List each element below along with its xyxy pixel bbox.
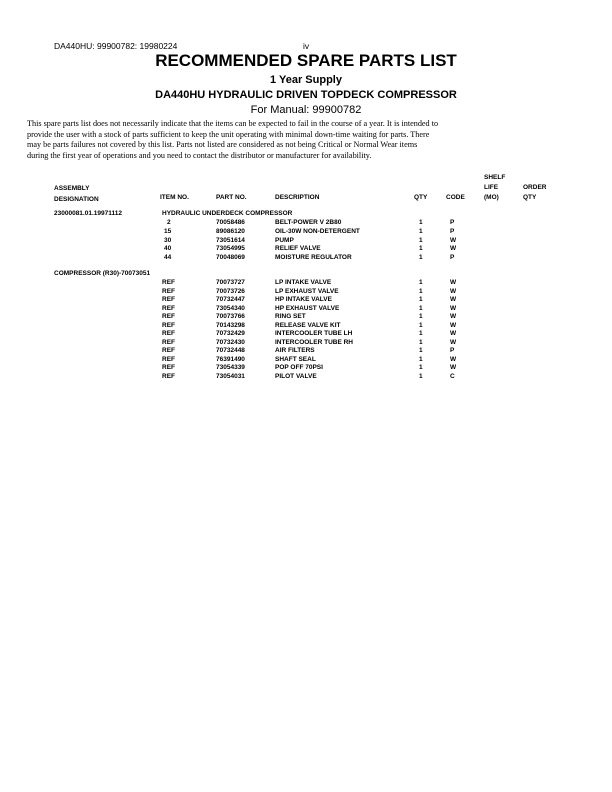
qty: 1 [419,219,423,226]
part-no: 70073726 [216,287,245,295]
description: RELEASE VALVE KIT [275,321,341,329]
code: W [450,304,457,312]
qty: 1 [419,321,423,329]
assembly-designation: 23000081.01.19971112 [54,210,122,217]
qty: 1 [419,338,423,346]
description: RING SET [275,313,306,320]
supply-subtitle: 1 Year Supply [270,74,342,86]
qty: 1 [419,287,423,295]
qty: 1 [419,279,423,286]
code: W [450,296,457,303]
document-id: DA440HU: 99900782: 19980224 [54,41,178,51]
item-no: 2 [167,219,171,226]
code: W [450,355,457,363]
intro-line: during the first year of operations and you need to contact the distributor or manufacturer for availability. [27,150,372,160]
code: W [450,321,457,329]
qty: 1 [419,245,423,252]
item-no: 44 [164,254,172,261]
item-no: REF [162,338,175,346]
qty: 1 [419,372,423,380]
qty: 1 [419,296,423,303]
code: P [450,219,455,226]
code: W [450,279,457,286]
item-no: REF [162,313,175,320]
intro-paragraph [27,119,587,161]
code: P [450,347,455,354]
item-no: REF [162,321,175,329]
code: P [450,254,455,261]
qty: 1 [419,364,423,371]
part-no: 70143298 [216,321,245,329]
item-no: 30 [164,237,172,244]
col-description: DESCRIPTION [275,194,320,201]
manual-reference: For Manual: 99900782 [250,104,362,116]
code: P [450,228,455,235]
qty: 1 [419,313,423,320]
col-assembly-line2: DESIGNATION [54,196,99,203]
code: W [450,313,457,320]
description: MOISTURE REGULATOR [275,254,352,261]
description: POP OFF 70PSI [275,364,323,371]
intro-line: may be parts failures not covered by this list. Parts not listed are considered as not being Critical or Normal Wear items [27,140,418,150]
col-part-no: PART NO. [216,194,247,201]
part-no: 70732430 [216,338,245,346]
code: W [450,287,457,295]
code: W [450,330,457,337]
part-no: 70073766 [216,313,245,320]
table-row [0,373,612,382]
code: W [450,237,457,244]
description: AIR FILTERS [275,347,315,354]
description: HP EXHAUST VALVE [275,304,340,312]
qty: 1 [419,237,423,244]
col-shelf-line1: SHELF [484,174,506,181]
part-no: 70732448 [216,347,245,354]
part-no: 70073727 [216,279,245,286]
part-no: 89086120 [216,228,245,235]
part-no: 70058486 [216,219,245,226]
item-no: 40 [164,245,172,252]
code: W [450,338,457,346]
table-row [0,228,612,237]
qty: 1 [419,254,423,261]
item-no: REF [162,330,175,337]
code: W [450,245,457,252]
part-no: 73051614 [216,237,245,244]
part-no: 70732429 [216,330,245,337]
code: C [450,372,455,380]
col-code: CODE [446,194,465,201]
description: LP INTAKE VALVE [275,279,332,286]
product-subtitle: DA440HU HYDRAULIC DRIVEN TOPDECK COMPRESSOR [155,89,457,101]
intro-line: provide the user with a stock of parts sufficient to keep the unit operating with minimal down-time waiting for parts. There [27,129,430,139]
part-no: 73054031 [216,372,245,380]
item-no: REF [162,372,175,380]
code: W [450,364,457,371]
description: HP INTAKE VALVE [275,296,332,303]
part-no: 73054340 [216,304,245,312]
col-item-no: ITEM NO. [160,194,189,201]
col-shelf-line3: (MO) [484,194,499,201]
description: SHAFT SEAL [275,355,316,363]
part-no: 73054339 [216,364,245,371]
group-title: HYDRAULIC UNDERDECK COMPRESSOR [162,210,293,217]
qty: 1 [419,355,423,363]
item-no: REF [162,347,175,354]
col-assembly-line1: ASSEMBLY [54,185,90,192]
col-order-line2: QTY [523,194,537,201]
item-no: REF [162,355,175,363]
col-order-line1: ORDER [523,184,547,191]
item-no: REF [162,304,175,312]
description: RELIEF VALVE [275,245,321,252]
qty: 1 [419,304,423,312]
description: INTERCOOLER TUBE RH [275,338,353,346]
part-no: 76391490 [216,355,245,363]
part-no: 70732447 [216,296,245,303]
item-no: REF [162,287,175,295]
table-row [0,254,612,263]
description: BELT-POWER V 2B80 [275,219,342,226]
qty: 1 [419,347,423,354]
page-title: RECOMMENDED SPARE PARTS LIST [155,51,457,70]
part-no: 70048069 [216,254,245,261]
description: PILOT VALVE [275,372,317,380]
intro-line: This spare parts list does not necessarily indicate that the items can be expected to fail in the course of a year. It is intended to [27,119,439,128]
qty: 1 [419,330,423,337]
table-row [0,219,612,228]
description: LP EXHAUST VALVE [275,287,339,295]
table-row [0,245,612,254]
part-no: 73054995 [216,245,245,252]
item-no: REF [162,279,175,286]
qty: 1 [419,228,423,235]
page-number: iv [303,41,310,51]
description: INTERCOOLER TUBE LH [275,330,353,337]
col-shelf-line2: LIFE [484,184,499,191]
description: PUMP [275,237,294,244]
item-no: REF [162,364,175,371]
assembly-designation: COMPRESSOR (R30)-70073051 [54,270,151,277]
item-no: REF [162,296,175,303]
col-qty: QTY [414,194,428,201]
description: OIL-30W NON-DETERGENT [275,228,360,235]
item-no: 15 [164,228,172,235]
